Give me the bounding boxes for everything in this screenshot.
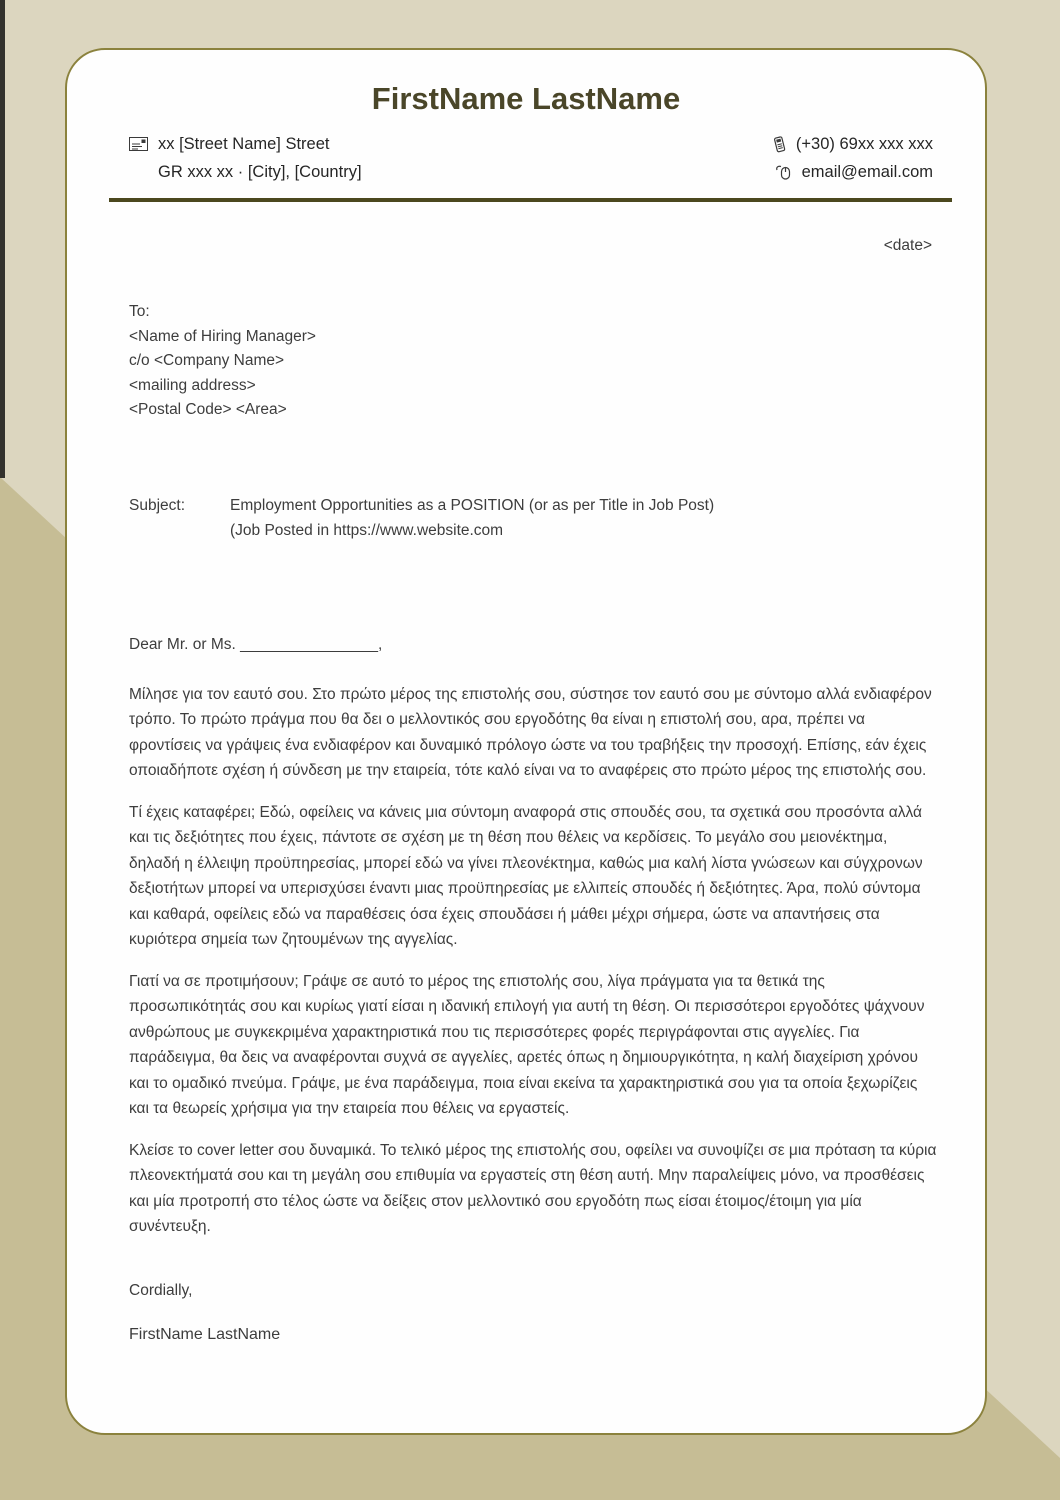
- phone-number: (+30) 69xx xxx xxx: [795, 134, 933, 153]
- paragraph-achievements: Τί έχεις καταφέρει; Εδώ, οφείλεις να κάνεις μια σύντομη αναφορά στις σπουδές σου, τα σχετικά σου προσόντα αλλά και τις δεξιότητες που έχεις, πάντοτε σε σχέση με τη θέση που θέλεις να κερδίσεις. Το μεγάλο σου μειονέκτημα, δηλαδή η έλλειψη προϋπηρεσίας, μπορεί εδώ να γίνει πλεονέκτημα, καθώς μια καλή λίστα γνώσεων και σύγχρονων δεξιοτήτων μπορεί να υπερισχύσει έναντι μιας προϋπηρεσίας με ελλιπείς σπουδές ή δεξιότητες. Άρα, πολύ σύντομα και καθαρά, οφείλεις εδώ να παραθέσεις όσα έχεις σπουδάσει ή μάθει μέχρι σήμερα, ώστε να απαντήσεις στα κυριότερα σημεία των ζητουμένων της αγγελίας.: [129, 803, 923, 948]
- recipient-to-label: To:: [129, 303, 150, 320]
- paragraph-why-choose-you: Γιατί να σε προτιμήσουν; Γράψε σε αυτό το μέρος της επιστολής σου, λίγα πράγματα για τα θετικά της προσωπικότητάς σου και κυρίως γιατί είσαι η ιδανική επιλογή για αυτή τη θέση. Οι περισσότεροι εργοδότες ψάχνουν ανθρώπους με συγκεκριμένα χαρακτηριστικά που τις περισσότερες φορές περιγράφονται στις αγγελίες. Για παράδειγμα, θα δεις να αναφέρονται συχνά σε αγγελίες, αρετές όπως η δημιουργικότητα, η καλή διαχείριση χρόνου και το ομαδικό πνεύμα. Γράψε, με ένα παράδειγμα, ποια είναι εκείνα τα χαρακτηριστικά σου για τα οποία ξεχωρίζεις και τα θεωρείς χρήσιμα για την εταιρεία που θέλεις να εργαστείς.: [129, 972, 925, 1117]
- recipient-mailing-address: <mailing address>: [129, 376, 256, 394]
- subject-block: [129, 493, 985, 544]
- contact-phone-email-block: [772, 130, 933, 186]
- paragraph-closing-advice: Κλείσε το cover letter σου δυναμικά. Το τελικό μέρος της επιστολής σου, οφείλει να συνοψίζει σε μια πρόταση τα κύρια πλεονεκτήματά σου και τη μεγάλη σου επιθυμία να εργαστείς στη θέση αυτή. Μην παραλείψεις μόνο, να προσθέσεις και μία προτροπή στο τέλος ώστε να δείξεις στον μελλοντικό σου εργοδότη πως είσαι έτοιμος/έτοιμη για μία συνέντευξη.: [129, 1141, 937, 1235]
- email-address: email@email.com: [801, 162, 933, 181]
- salutation: Dear Mr. or Ms. ________________,: [129, 635, 383, 653]
- subject-text: [230, 493, 714, 544]
- subject-line-2: (Job Posted in https://www.website.com: [230, 522, 504, 539]
- closing-phrase: Cordially,: [129, 1281, 193, 1299]
- signature-name: FirstName LastName: [129, 1325, 281, 1343]
- subject-label: Subject:: [129, 496, 186, 514]
- phone-row: [772, 130, 933, 158]
- email-row: [772, 158, 933, 186]
- address-line-2: GR xxx xx · [City], [Country]: [158, 162, 362, 181]
- address-row-1: [129, 130, 362, 158]
- letter-page: [65, 48, 987, 1435]
- envelope-icon: [129, 137, 148, 151]
- paragraph-introduction: Μίλησε για τον εαυτό σου. Στο πρώτο μέρος της επιστολής σου, σύστησε τον εαυτό σου με σύντομο αλλά ενδιαφέρον τρόπο. Το πρώτο πράγμα που θα δει ο μελλοντικός σου εργοδότης θα είναι η επιστολή σου, αρα, πρέπει να φροντίσεις να γράψεις ένα ενδιαφέρον και δυναμικό πρόλογο ώστε να του τραβήξεις την προσοχή. Επίσης, εάν έχεις οποιαδήποτε σχέση ή σύνδεση με την εταιρεία, τότε καλό είναι να το αναφέρεις στο πρώτο μέρος της επιστολής σου.: [129, 685, 932, 779]
- address-line-1: xx [Street Name] Street: [158, 134, 330, 153]
- recipient-company: c/o <Company Name>: [129, 352, 285, 369]
- recipient-block: [129, 300, 985, 423]
- page-title: FirstName LastName: [371, 81, 681, 116]
- letter-body: [67, 682, 985, 1240]
- computer-mouse-icon: [775, 164, 792, 180]
- address-row-2: [129, 158, 362, 186]
- left-edge-strip: [0, 0, 5, 478]
- contact-header: [129, 130, 933, 186]
- header-divider: [109, 198, 952, 202]
- contact-address-block: [129, 130, 362, 186]
- date-placeholder: <date>: [883, 237, 932, 254]
- recipient-postal-area: <Postal Code> <Area>: [129, 401, 287, 418]
- mobile-phone-icon: [772, 136, 786, 153]
- recipient-name: <Name of Hiring Manager>: [129, 327, 316, 345]
- subject-line-1: Employment Opportunities as a POSITION (or as per Title in Job Post): [230, 496, 715, 514]
